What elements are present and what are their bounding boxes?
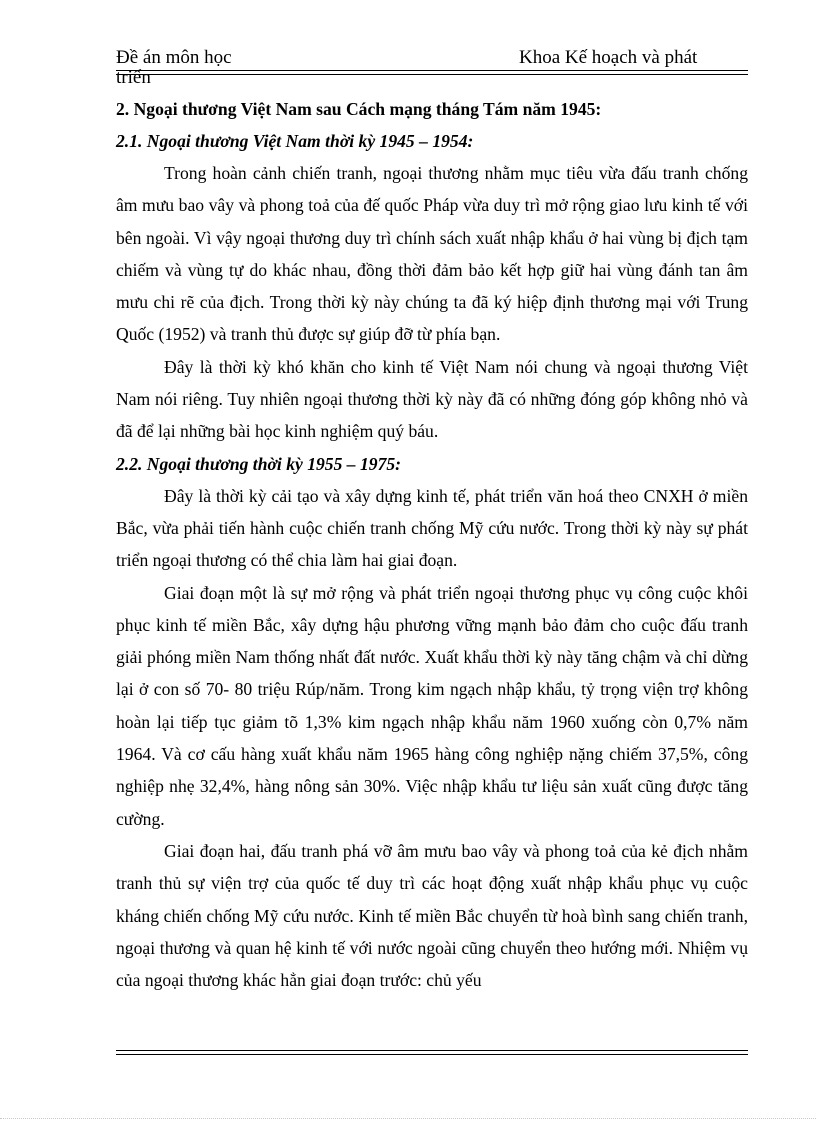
paragraph-reconstruction: Đây là thời kỳ cải tạo và xây dựng kinh tế, phát triển văn hoá theo CNXH ở miền Bắc, vừa phải tiến hành cuộc chiến tranh chống Mỹ cứu nước. Trong thời kỳ này sự phát triển ngoại thương có thể chia làm hai giai đoạn. — [116, 485, 748, 571]
header-faculty-wrap: triển — [116, 67, 151, 88]
subsection-heading-1955-1975: 2.2. Ngoại thương thời kỳ 1955 – 1975: — [116, 453, 402, 474]
paragraph-phase-one: Giai đoạn một là sự mở rộng và phát triển ngoại thương phục vụ công cuộc khôi phục kinh tế miền Bắc, xây dựng hậu phương vững mạnh bảo đảm cho cuộc đấu tranh giải phóng miền Nam thống nhất đất nước. Xuất khẩu thời kỳ này tăng chậm và chỉ dừng lại ở con số 70- 80 triệu Rúp/năm. Trong kim ngạch nhập khẩu, tỷ trọng viện trợ không hoàn lại tiếp tục giảm tõ 1,3% kim ngạch nhập khẩu năm 1960 xuống còn 0,7% năm 1964. Và cơ cấu hàng xuất khẩu năm 1965 hàng công nghiệp nặng chiếm 37,5%, công nghiệp nhẹ 32,4%, hàng nông sản 30%. Việc nhập khẩu tư liệu sản xuất cũng được tăng cường. — [116, 582, 748, 829]
header-rule-top — [116, 70, 748, 71]
footer-rule-top — [116, 1050, 748, 1051]
document-body — [116, 93, 748, 996]
section-heading: 2. Ngoại thương Việt Nam sau Cách mạng tháng Tám năm 1945: — [116, 99, 602, 119]
paragraph-difficult-period: Đây là thời kỳ khó khăn cho kinh tế Việt Nam nói chung và ngoại thương Việt Nam nói riêng. Tuy nhiên ngoại thương thời kỳ này đã có những đóng góp không nhỏ và đã để lại những bài học kinh nghiệm quý báu. — [116, 356, 748, 442]
subsection-heading-1945-1954: 2.1. Ngoại thương Việt Nam thời kỳ 1945 – 1954: — [116, 131, 474, 151]
footer-rule-bottom — [116, 1054, 748, 1055]
paragraph-phase-two: Giai đoạn hai, đấu tranh phá vỡ âm mưu bao vây và phong toả của kẻ địch nhằm tranh thủ sự viện trợ của quốc tế duy trì các hoạt động xuất nhập khẩu phục vụ cuộc kháng chiến chống Mỹ cứu nước. Kinh tế miền Bắc chuyển từ hoà bình sang chiến tranh, ngoại thương và quan hệ kinh tế với nước ngoài cũng chuyển theo hướng mới. Nhiệm vụ của ngoại thương khác hẳn giai đoạn trước: chủ yếu — [116, 840, 748, 991]
page-bottom-dotted-edge — [0, 1118, 816, 1119]
header-course-label: Đề án môn học — [116, 47, 232, 68]
header-rule-bottom — [116, 74, 748, 75]
paragraph-war-trade: Trong hoàn cảnh chiến tranh, ngoại thương nhằm mục tiêu vừa đấu tranh chống âm mưu bao vây và phong toả của đế quốc Pháp vừa duy trì mở rộng giao lưu kinh tế với bên ngoài. Vì vậy ngoại thương duy trì chính sách xuất nhập khẩu ở hai vùng bị địch tạm chiếm và vùng tự do khác nhau, đồng thời đảm bảo kết hợp giữ hai vùng đánh tan âm mưu chi rẽ của địch. Trong thời kỳ này chúng ta đã ký hiệp định thương mại với Trung Quốc (1952) và tranh thủ được sự giúp đỡ từ phía bạn. — [116, 163, 748, 345]
header-faculty-label: Khoa Kế hoạch và phát — [519, 47, 698, 68]
